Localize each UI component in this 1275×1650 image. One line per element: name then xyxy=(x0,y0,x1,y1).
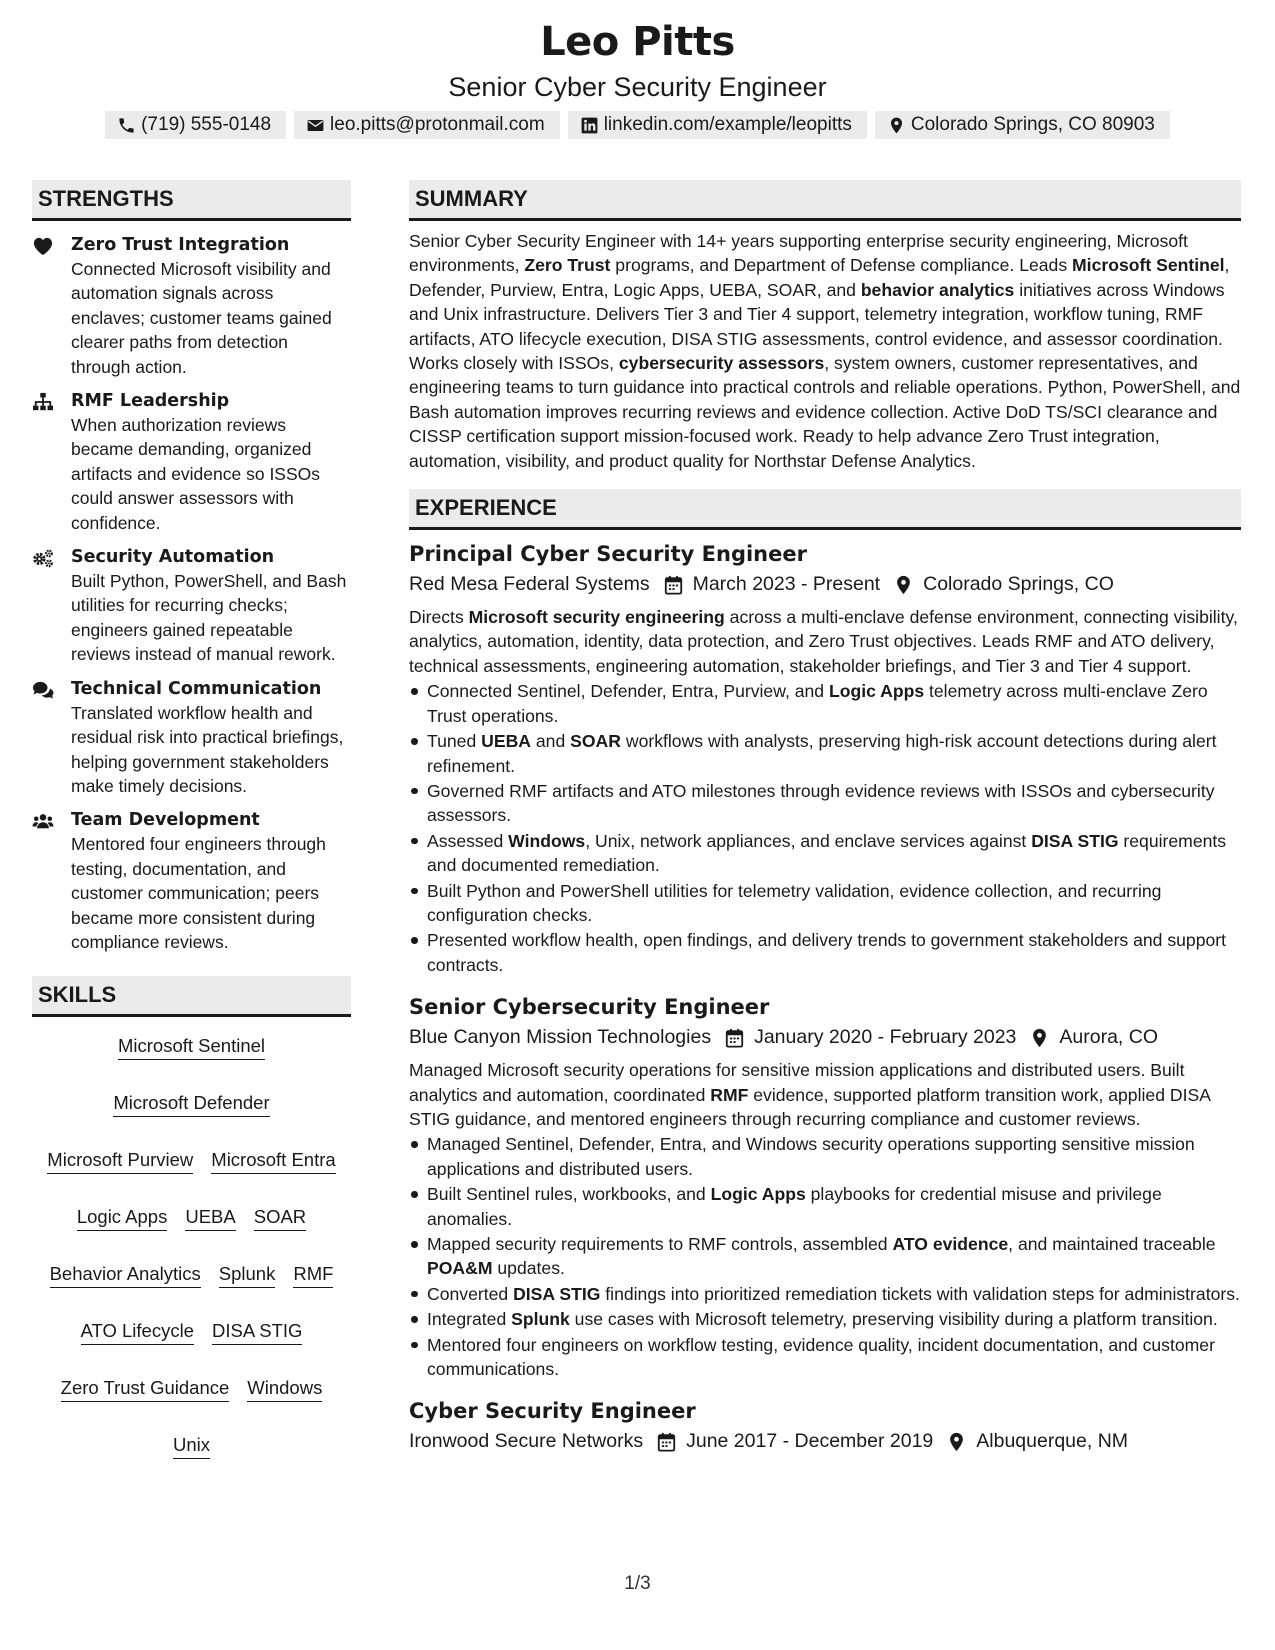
strength-title: Team Development xyxy=(71,810,260,831)
body-text: Assessed xyxy=(427,830,509,851)
strength-desc: Translated workflow health and residual risk into practical briefings, helping government stakeholders make timely decisions. xyxy=(71,702,344,796)
job-bullets xyxy=(409,1132,1241,1381)
map-pin-icon xyxy=(1030,1028,1049,1048)
skill-tag: Microsoft Defender xyxy=(113,1090,269,1117)
job-bullet xyxy=(409,928,1241,977)
strength-title: Security Automation xyxy=(71,547,275,568)
skill-tag: RMF xyxy=(293,1261,333,1288)
skill-tag: Zero Trust Guidance xyxy=(61,1375,230,1402)
candidate-name: Leo Pitts xyxy=(540,19,735,65)
skill-tag: Logic Apps xyxy=(77,1204,168,1231)
job-meta xyxy=(409,1427,1241,1456)
summary-heading: SUMMARY xyxy=(409,180,1241,221)
skills-heading: SKILLS xyxy=(32,976,351,1017)
job-bullet xyxy=(409,1307,1241,1331)
job-location: Colorado Springs, CO xyxy=(923,573,1114,596)
strength-desc: Built Python, PowerShell, and Bash utilities for recurring checks; engineers gained repeatable reviews instead of manual rework. xyxy=(71,571,347,665)
body-text: Managed Microsoft security operations for sensitive mission applications and distributed users. Built analytics and automation, coordinated xyxy=(409,1060,1185,1105)
skill-tag: UEBA xyxy=(185,1204,235,1231)
emphasis-text: Microsoft Sentinel xyxy=(1072,255,1225,276)
contact-location xyxy=(875,111,1170,139)
emphasis-text: DISA STIG xyxy=(1031,830,1119,851)
body-text: , and maintained traceable xyxy=(1008,1234,1216,1254)
contact-email[interactable] xyxy=(294,111,560,139)
skill-tag: SOAR xyxy=(254,1204,306,1231)
right-column xyxy=(409,180,1241,1456)
map-pin-icon xyxy=(947,1432,966,1452)
job-meta xyxy=(409,1023,1241,1052)
emphasis-text: Logic Apps xyxy=(710,1184,806,1205)
strength-title: Zero Trust Integration xyxy=(71,235,290,255)
envelope-icon xyxy=(306,116,325,135)
contact-linkedin[interactable] xyxy=(568,111,867,139)
strength-title: Technical Communication xyxy=(71,678,322,699)
body-text: , system owners, customer representatives, and engineering teams to turn guidance into practical controls and reliable operations. Python, PowerShell, and Bash automation improves recurring reviews and evidence collection. Active DoD TS/SCI clearance and CISSP certification support mission-focused work. Ready to help advance Zero Trust integration, automation, visibility, and product quality for Northstar Defense Analytics. xyxy=(409,353,1241,471)
job-bullet xyxy=(409,879,1241,928)
contact-bar xyxy=(0,111,1275,139)
comments-icon xyxy=(32,680,54,700)
body-text: Built Python and PowerShell utilities for telemetry validation, evidence collection, and recurring configuration checks. xyxy=(427,880,1162,925)
email-text: leo.pitts@protonmail.com xyxy=(330,114,545,135)
emphasis-text: POA&M xyxy=(427,1258,493,1279)
strength-item xyxy=(32,545,351,667)
job-meta xyxy=(409,570,1241,599)
emphasis-text: SOAR xyxy=(570,731,621,752)
users-icon xyxy=(32,811,54,831)
body-text: , Unix, network appliances, and enclave services against xyxy=(585,830,1032,851)
emphasis-text: Logic Apps xyxy=(828,681,925,702)
body-text: Mentored four engineers on workflow testing, evidence quality, incident documentation, and customer communications. xyxy=(427,1334,1215,1380)
contact-phone[interactable] xyxy=(105,111,286,139)
job-dates: June 2017 - December 2019 xyxy=(686,1430,934,1453)
emphasis-text: Splunk xyxy=(511,1309,570,1330)
job-bullet xyxy=(409,1232,1241,1281)
emphasis-text: ATO evidence xyxy=(892,1234,1009,1254)
job-company: Ironwood Secure Networks xyxy=(409,1430,644,1453)
emphasis-text: cybersecurity assessors xyxy=(618,353,825,374)
summary-text xyxy=(409,229,1241,473)
job-entry xyxy=(409,993,1241,1381)
phone-text: (719) 555-0148 xyxy=(141,114,272,135)
skill-tag: Microsoft Entra xyxy=(211,1147,335,1174)
job-entry xyxy=(409,1397,1241,1456)
job-bullet xyxy=(409,1182,1241,1231)
linkedin-text: linkedin.com/example/leopitts xyxy=(603,114,852,135)
location-text: Colorado Springs, CO 80903 xyxy=(910,114,1155,135)
job-description xyxy=(409,1058,1241,1131)
emphasis-text: RMF xyxy=(710,1084,749,1105)
map-pin-icon xyxy=(894,575,913,595)
body-text: playbooks for credential misuse and privilege anomalies. xyxy=(427,1184,1162,1229)
strength-item xyxy=(32,233,351,379)
job-entry xyxy=(409,540,1241,977)
job-bullet xyxy=(409,1282,1241,1306)
body-text: use cases with Microsoft telemetry, preserving visibility during a platform transition. xyxy=(569,1309,1218,1330)
body-text: evidence, supported platform transition work, applied DISA STIG guidance, and mentored engineers through recurring compliance and customer reviews. xyxy=(409,1084,1210,1129)
emphasis-text: Zero Trust xyxy=(524,255,611,276)
job-title: Cyber Security Engineer xyxy=(409,1399,696,1424)
emphasis-text: Microsoft security engineering xyxy=(468,607,725,628)
body-text: Connected Sentinel, Defender, Entra, Purview, and xyxy=(427,681,829,702)
body-text: across a multi-enclave defense environment, connecting visibility, analytics, automation, identity, data protection, and Zero Trust objectives. Leads RMF and ATO delivery, technical assessments, engineering automation, stakeholder briefings, and Tier 3 and Tier 4 support. xyxy=(409,607,1238,676)
body-text: Governed RMF artifacts and ATO milestones through evidence reviews with ISSOs and cybersecurity assessors. xyxy=(427,780,1215,826)
page-number: 1/3 xyxy=(624,1573,651,1594)
body-text: Integrated xyxy=(427,1309,512,1330)
gears-icon xyxy=(32,548,54,568)
body-text: findings into prioritized remediation tickets with validation steps for administrators. xyxy=(600,1283,1240,1304)
map-pin-icon xyxy=(887,116,906,135)
strength-item xyxy=(32,808,351,954)
body-text: Presented workflow health, open findings, and delivery trends to government stakeholders and support contracts. xyxy=(427,930,1227,975)
body-text: programs, and Department of Defense compliance. Leads xyxy=(610,255,1073,276)
emphasis-text: behavior analytics xyxy=(860,279,1015,300)
body-text: Built Sentinel rules, workbooks, and xyxy=(427,1184,711,1205)
calendar-icon xyxy=(664,575,683,595)
skill-tag: Microsoft Sentinel xyxy=(118,1033,265,1060)
emphasis-text: DISA STIG xyxy=(513,1283,601,1304)
job-dates: March 2023 - Present xyxy=(692,573,881,596)
body-text: updates. xyxy=(492,1258,565,1279)
strengths-list xyxy=(32,233,351,954)
body-text: Senior Cyber Security Engineer with 14+ years supporting enterprise security engineering, Microsoft environments, xyxy=(409,231,1188,276)
body-text: initiatives across Windows and Unix infrastructure. Delivers Tier 3 and Tier 4 support, telemetry integration, workflow tuning, RMF artifacts, ATO lifecycle execution, DISA STIG assessments, control evidence, and assessor coordination. Works closely with ISSOs, xyxy=(409,279,1225,374)
phone-icon xyxy=(117,116,136,135)
strength-title: RMF Leadership xyxy=(71,391,230,412)
candidate-title: Senior Cyber Security Engineer xyxy=(448,72,827,102)
body-text: Tuned xyxy=(427,731,482,752)
skill-tag: Behavior Analytics xyxy=(50,1261,201,1288)
sitemap-icon xyxy=(32,392,54,412)
job-bullet xyxy=(409,829,1241,878)
job-dates: January 2020 - February 2023 xyxy=(754,1026,1017,1049)
job-bullet xyxy=(409,679,1241,728)
body-text: Mapped security requirements to RMF controls, assembled xyxy=(427,1234,893,1254)
calendar-icon xyxy=(725,1028,744,1048)
strength-desc: Mentored four engineers through testing, documentation, and customer communication; peers became more consistent during compliance reviews. xyxy=(71,834,326,952)
strength-desc: Connected Microsoft visibility and automation signals across enclaves; customer teams gained clearer paths from detection through action. xyxy=(71,259,332,377)
job-bullet xyxy=(409,1333,1241,1382)
skill-tag: Unix xyxy=(173,1432,210,1459)
job-location: Albuquerque, NM xyxy=(976,1430,1129,1453)
emphasis-text: Windows xyxy=(508,830,586,851)
body-text: requirements and documented remediation. xyxy=(427,830,1227,876)
job-bullet xyxy=(409,729,1241,778)
job-bullets xyxy=(409,679,1241,977)
body-text: telemetry across multi-enclave Zero Trust operations. xyxy=(427,681,1208,726)
calendar-icon xyxy=(657,1432,676,1452)
heart-icon xyxy=(32,236,54,256)
strength-item xyxy=(32,677,351,799)
skill-tag: Splunk xyxy=(219,1261,276,1288)
job-company: Red Mesa Federal Systems xyxy=(409,573,650,596)
left-column xyxy=(32,180,351,1459)
experience-heading: EXPERIENCE xyxy=(409,489,1241,530)
body-text: Managed Sentinel, Defender, Entra, and Windows security operations supporting sensitive mission applications and distributed users. xyxy=(427,1134,1195,1179)
strengths-heading: STRENGTHS xyxy=(32,180,351,221)
job-location: Aurora, CO xyxy=(1059,1026,1159,1049)
body-text: Directs xyxy=(409,607,469,628)
resume-header xyxy=(0,18,1275,139)
skills-list xyxy=(32,1017,351,1459)
skill-tag: Microsoft Purview xyxy=(47,1147,193,1174)
skill-tag: Windows xyxy=(247,1375,322,1402)
job-description xyxy=(409,605,1241,678)
job-bullet xyxy=(409,779,1241,828)
linkedin-icon xyxy=(580,116,599,135)
body-text: and xyxy=(530,731,571,752)
skill-tag: ATO Lifecycle xyxy=(81,1318,194,1345)
strength-item xyxy=(32,389,351,535)
job-bullet xyxy=(409,1132,1241,1181)
emphasis-text: UEBA xyxy=(481,731,531,752)
body-text: , Defender, Purview, Entra, Logic Apps, UEBA, SOAR, and xyxy=(409,255,1230,300)
skill-tag: DISA STIG xyxy=(212,1318,302,1345)
body-text: workflows with analysts, preserving high-risk account detections during alert refinement. xyxy=(427,731,1217,776)
body-text: Converted xyxy=(427,1283,514,1304)
job-title: Senior Cybersecurity Engineer xyxy=(409,995,770,1020)
strength-desc: When authorization reviews became demanding, organized artifacts and evidence so ISSOs could answer assessors with confidence. xyxy=(71,415,321,533)
job-title: Principal Cyber Security Engineer xyxy=(409,542,807,567)
job-company: Blue Canyon Mission Technologies xyxy=(409,1026,712,1049)
